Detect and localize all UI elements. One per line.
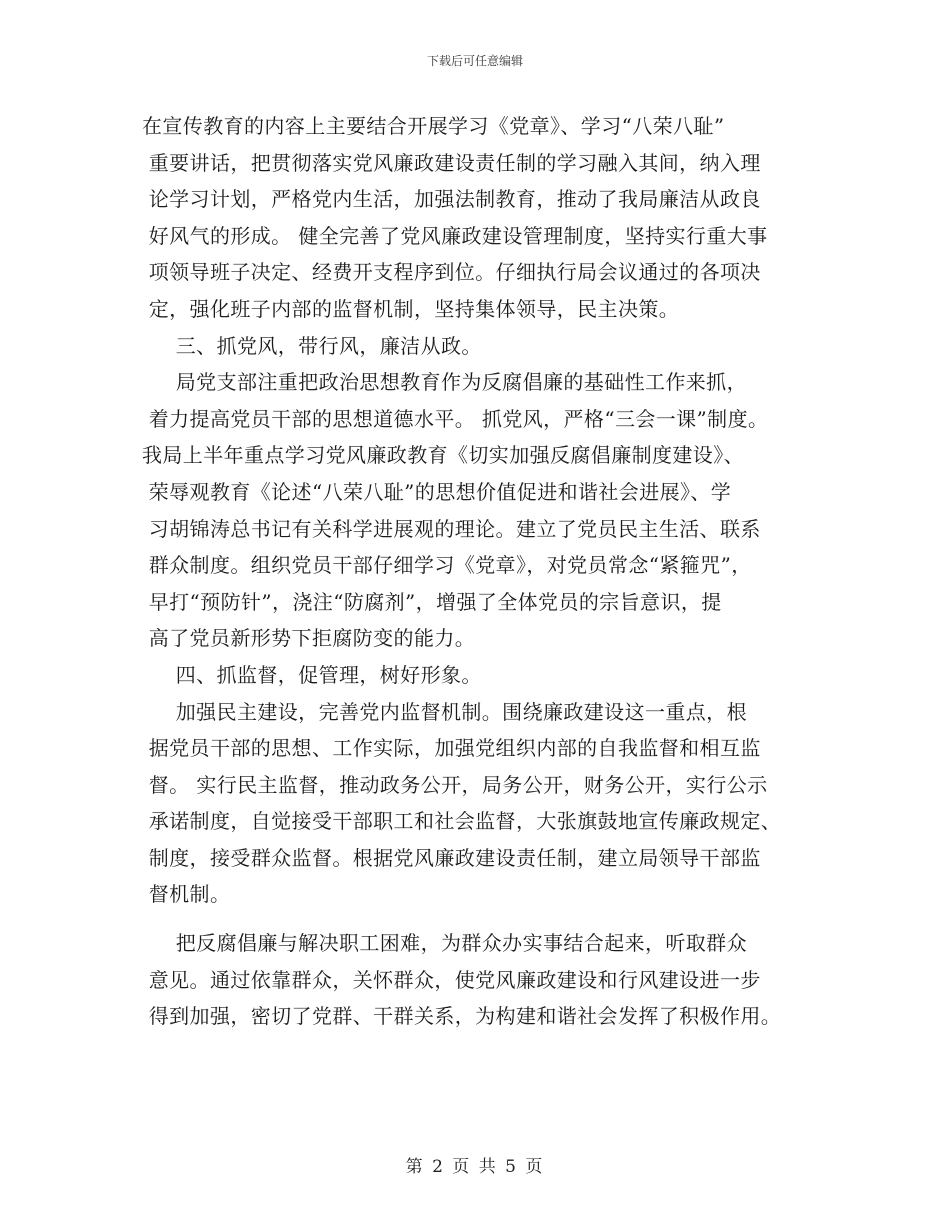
paragraph-gap [142,913,832,925]
text-line: 加强民主建设，完善党内监督机制。围绕廉政建设这一重点，根 [142,699,747,724]
text-line: 论学习计划，严格党内生活，加强法制教育，推动了我局廉洁从政良 [142,187,761,212]
text-line: 据党员干部的思想、工作实际，加强党组织内部的自我监督和相互监 [142,736,761,761]
page-number-footer: 第 2 页 共 5 页 [405,1157,545,1177]
section-heading: 四、抓监督，促管理，树好形象。 [142,662,482,687]
section-heading: 三、抓党风，带行风，廉洁从政。 [142,333,482,358]
text-line: 制度，接受群众监督。根据党风廉政建设责任制，建立局领导干部监 [142,845,761,870]
text-line: 局党支部注重把政治思想教育作为反腐倡廉的基础性工作来抓， [142,370,747,395]
text-line: 得到加强，密切了党群、干群关系，为构建和谐社会发挥了积极作用。 [142,1004,782,1029]
text-line: 我局上半年重点学习党风廉政教育《切实加强反腐倡廉制度建设》、 [142,443,744,468]
text-line: 荣辱观教育《论述“八荣八耻”的思想价值促进和谐社会进展》、学 [142,479,732,504]
text-line: 着力提高党员干部的思想道德水平。 抓党风，严格“三会一课”制度。 [142,406,769,431]
text-line: 习胡锦涛总书记有关科学进展观的理论。建立了党员民主生活、联系 [142,516,761,541]
text-line: 早打“预防针”，浇注“防腐剂”，增强了全体党员的宗旨意识，提 [142,589,722,614]
text-line: 好风气的形成。 健全完善了党风廉政建设管理制度，坚持实行重大事 [142,223,768,248]
page-header-note: 下载后可任意编辑 [426,54,523,68]
text-line: 群众制度。组织党员干部仔细学习《党章》，对党员常念“紧箍咒”， [142,553,752,578]
text-line: 承诺制度，自觉接受干部职工和社会监督，大张旗鼓地宣传廉政规定、 [142,809,782,834]
text-line: 把反腐倡廉与解决职工困难，为群众办实事结合起来，听取群众 [142,931,747,956]
text-line: 督机制。 [142,882,231,907]
text-line: 意见。通过依靠群众，关怀群众，使党风廉政建设和行风建设进一步 [142,967,761,992]
text-line: 重要讲话，把贯彻落实党风廉政建设责任制的学习融入其间，纳入理 [142,150,761,175]
text-line: 在宣传教育的内容上主要结合开展学习《党章》、学习“八荣八耻” [142,114,725,138]
document-body [142,108,832,1035]
text-line: 项领导班子决定、经费开支程序到位。仔细执行局会议通过的各项决 [142,260,761,285]
text-line: 高了党员新形势下拒腐防变的能力。 [142,626,476,651]
text-line: 督。 实行民主监督，推动政务公开，局务公开，财务公开，实行公示 [142,772,768,797]
text-line: 定，强化班子内部的监督机制，坚持集体领导，民主决策。 [142,296,680,321]
